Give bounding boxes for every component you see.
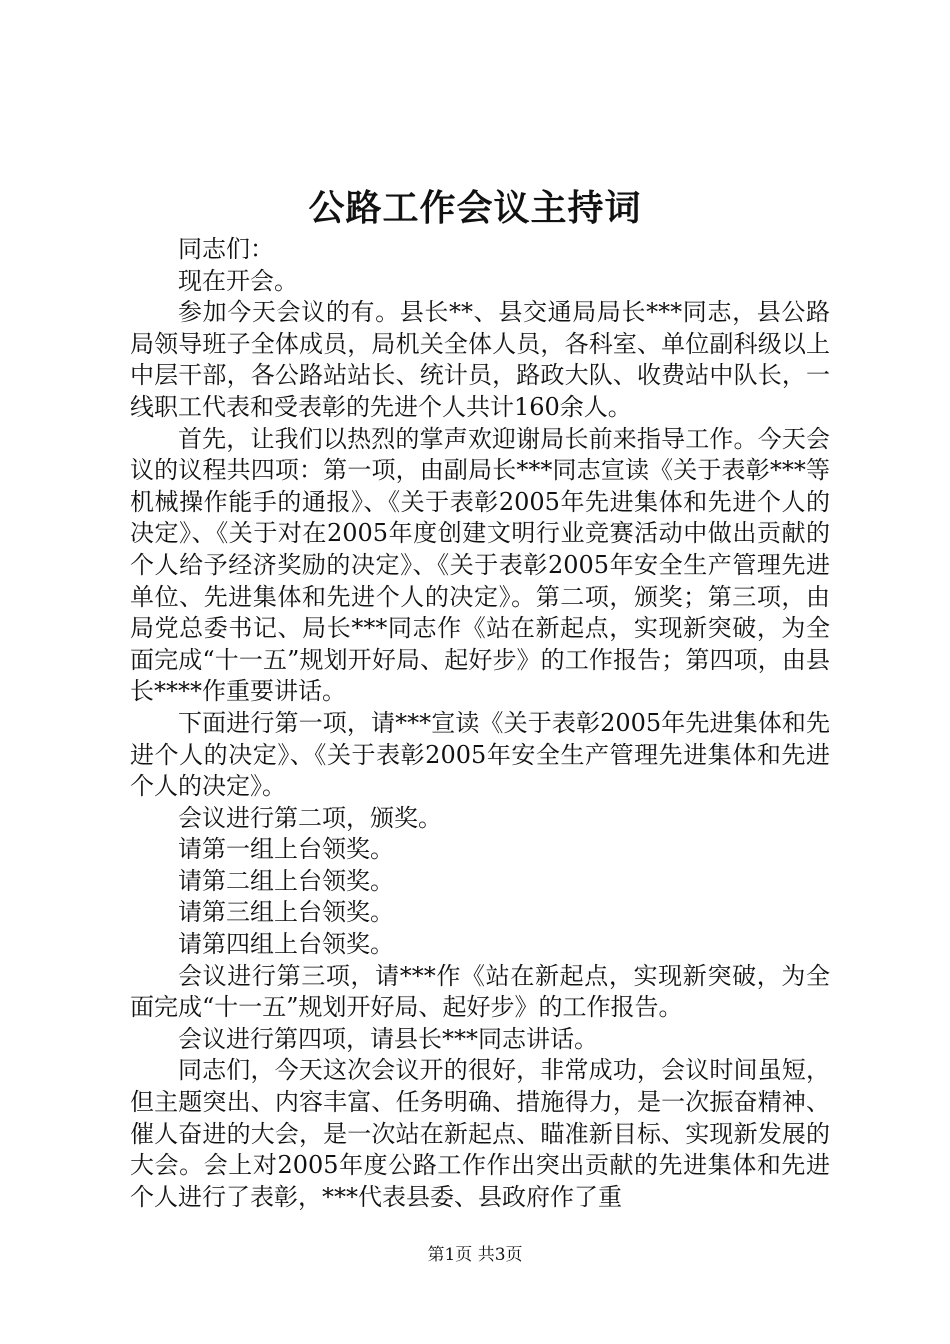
paragraph-item-one: 下面进行第一项，请***宣读《关于表彰2005年先进集体和先进个人的决定》、《关于表彰2005年安全生产管理先进集体和先进个人的决定》。 xyxy=(130,708,830,801)
paragraph-award-group-4: 请第四组上台领奖。 xyxy=(178,930,394,959)
paragraph-opening: 现在开会。 xyxy=(178,266,298,295)
paragraph-award-group-1: 请第一组上台领奖。 xyxy=(178,835,394,864)
paragraph-item-four: 会议进行第四项，请县长***同志讲话。 xyxy=(178,1024,598,1053)
paragraph-item-two: 会议进行第二项，颁奖。 xyxy=(178,803,442,832)
document-title: 公路工作会议主持词 xyxy=(308,187,642,229)
paragraph-award-group-3: 请第三组上台领奖。 xyxy=(178,898,394,927)
paragraph-award-group-2: 请第二组上台领奖。 xyxy=(178,866,394,895)
paragraph-closing: 同志们，今天这次会议开的很好，非常成功，会议时间虽短，但主题突出、内容丰富、任务明确、措施得力，是一次振奋精神、催人奋进的大会，是一次站在新起点、瞄准新目标、实现新发展的大会。会上对2005年度公路工作作出突出贡献的先进集体和先进个人进行了表彰，***代表县委、县政府作了重 xyxy=(130,1056,830,1211)
paragraph-item-three: 会议进行第三项，请***作《站在新起点，实现新突破，为全面完成“十一五”规划开好局、起好步》的工作报告。 xyxy=(130,961,830,1022)
page-footer: 第1页 共3页 xyxy=(427,1245,523,1265)
paragraph-agenda: 首先，让我们以热烈的掌声欢迎谢局长前来指导工作。今天会议的议程共四项：第一项，由副局长***同志宣读《关于表彰***等机械操作能手的通报》、《关于表彰2005年先进集体和先进个人的决定》、《关于对在2005年度创建文明行业竞赛活动中做出贡献的个人给予经济奖励的决定》、《关于表彰2005年安全生产管理先进单位、先进集体和先进个人的决定》。第二项，颁奖；第三项，由局党总委书记、局长***同志作《站在新起点，实现新突破，为全面完成“十一五”规划开好局、起好步》的工作报告；第四项，由县长****作重要讲话。 xyxy=(130,424,830,706)
paragraph-attendees: 参加今天会议的有。县长**、县交通局局长***同志，县公路局领导班子全体成员，局机关全体人员，各科室、单位副科级以上中层干部，各公路站站长、统计员，路政大队、收费站中队长，一线职工代表和受表彰的先进个人共计160余人。 xyxy=(130,298,830,421)
document-body xyxy=(130,234,830,1213)
paragraph-greeting: 同志们： xyxy=(178,235,274,263)
